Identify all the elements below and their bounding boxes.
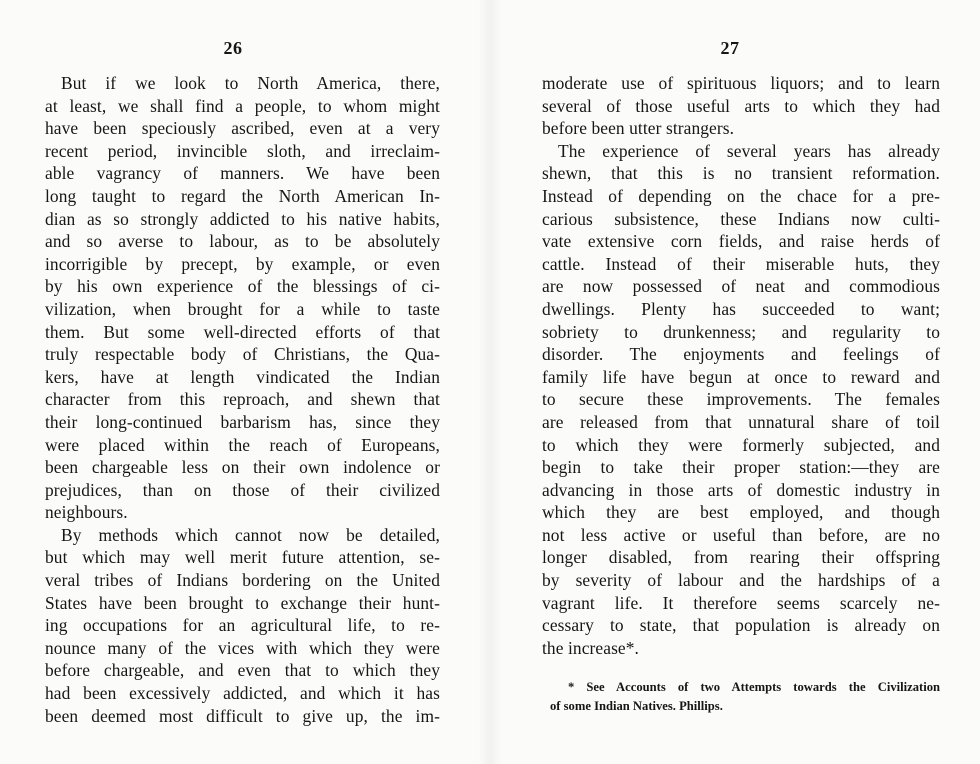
- text-line: prejudices, than on those of their civilized: [45, 479, 440, 500]
- footnote-line: * See Accounts of two Attempts towards the Civilization: [568, 680, 940, 694]
- right-page: [500, 0, 980, 764]
- text-line: States have been brought to exchange their hunt-: [45, 592, 440, 613]
- footnote: [550, 678, 940, 716]
- text-line: are released from that unnatural share of toil: [542, 411, 940, 432]
- text-line: several of those useful arts to which they had: [542, 95, 940, 116]
- text-line: able vagrancy of manners. We have been: [45, 163, 440, 184]
- text-line: nounce many of the vices with which they were: [45, 637, 440, 658]
- text-line: vagrant life. It therefore seems scarcely ne-: [542, 592, 940, 613]
- page-text: [45, 72, 440, 727]
- footnote-line: of some Indian Natives. Phillips.: [550, 699, 723, 713]
- text-line: to secure these improvements. The females: [542, 389, 940, 410]
- left-page: [0, 0, 480, 764]
- text-line: longer disabled, from rearing their offspring: [542, 547, 940, 568]
- page-number: 27: [720, 38, 740, 58]
- text-line: long taught to regard the North American In-: [45, 185, 440, 206]
- text-line: carious subsistence, these Indians now culti-: [542, 208, 940, 229]
- text-line: vilization, when brought for a while to taste: [45, 298, 440, 319]
- text-line: moderate use of spirituous liquors; and to learn: [542, 73, 940, 93]
- text-line: family life have begun at once to reward and: [542, 366, 940, 387]
- text-line: begin to take their proper station:—they are: [542, 457, 940, 478]
- text-line: The experience of several years has already: [558, 140, 940, 161]
- text-line: are now possessed of neat and commodious: [542, 276, 940, 297]
- text-line: before chargeable, and even that to which they: [45, 660, 440, 681]
- text-line: cessary to state, that population is already on: [542, 615, 940, 636]
- text-line: ing occupations for an agricultural life, to re-: [45, 615, 440, 636]
- text-line: sobriety to drunkenness; and regularity to: [542, 321, 940, 342]
- text-line: to which they were formerly subjected, and: [542, 434, 940, 455]
- text-line: which they are best employed, and though: [542, 502, 940, 523]
- text-line: vate extensive corn fields, and raise herds of: [542, 231, 940, 252]
- text-line: By methods which cannot now be detailed,: [61, 524, 440, 545]
- text-line: kers, have at length vindicated the Indian: [45, 366, 440, 387]
- text-line: had been excessively addicted, and which it has: [45, 683, 440, 704]
- text-line: character from this reproach, and shewn that: [45, 389, 440, 410]
- text-line: been deemed most difficult to give up, the im-: [45, 705, 440, 726]
- text-line: them. But some well-directed efforts of that: [45, 321, 440, 342]
- text-line: recent period, invincible sloth, and irreclaim-: [45, 140, 440, 161]
- book-gutter: [478, 0, 502, 764]
- text-line: disorder. The enjoyments and feelings of: [542, 344, 940, 365]
- text-line: but which may well merit future attention, se-: [45, 547, 440, 568]
- page-text: [542, 72, 940, 659]
- text-line: But if we look to North America, there,: [61, 73, 440, 93]
- text-line: been chargeable less on their own indolence or: [45, 457, 440, 478]
- text-line: before been utter strangers.: [542, 118, 735, 139]
- text-line: shewn, that this is no transient reformation.: [542, 163, 940, 184]
- text-line: by his own experience of the blessings of ci-: [45, 276, 440, 297]
- text-line: neighbours.: [45, 502, 128, 523]
- text-line: advancing in those arts of domestic industry in: [542, 479, 940, 500]
- text-line: truly respectable body of Christians, the Qua-: [45, 344, 440, 365]
- text-line: at least, we shall find a people, to whom might: [45, 95, 440, 116]
- text-line: incorrigible by precept, by example, or even: [45, 253, 440, 274]
- text-line: dwellings. Plenty has succeeded to want;: [542, 298, 940, 319]
- text-line: by severity of labour and the hardships of a: [542, 570, 940, 591]
- text-line: not less active or useful than before, are no: [542, 524, 940, 545]
- text-line: cattle. Instead of their miserable huts, they: [542, 253, 940, 274]
- text-line: their long-continued barbarism has, since they: [45, 411, 440, 432]
- text-line: Instead of depending on the chace for a pre-: [542, 185, 940, 206]
- page-number: 26: [223, 38, 243, 58]
- text-line: and so averse to labour, as to be absolutely: [45, 231, 440, 252]
- text-line: dian as so strongly addicted to his native habits,: [45, 208, 440, 229]
- text-line: veral tribes of Indians bordering on the United: [45, 570, 440, 591]
- text-line: were placed within the reach of Europeans,: [45, 434, 440, 455]
- text-line: the increase*.: [542, 637, 639, 658]
- text-line: have been speciously ascribed, even at a very: [45, 118, 440, 139]
